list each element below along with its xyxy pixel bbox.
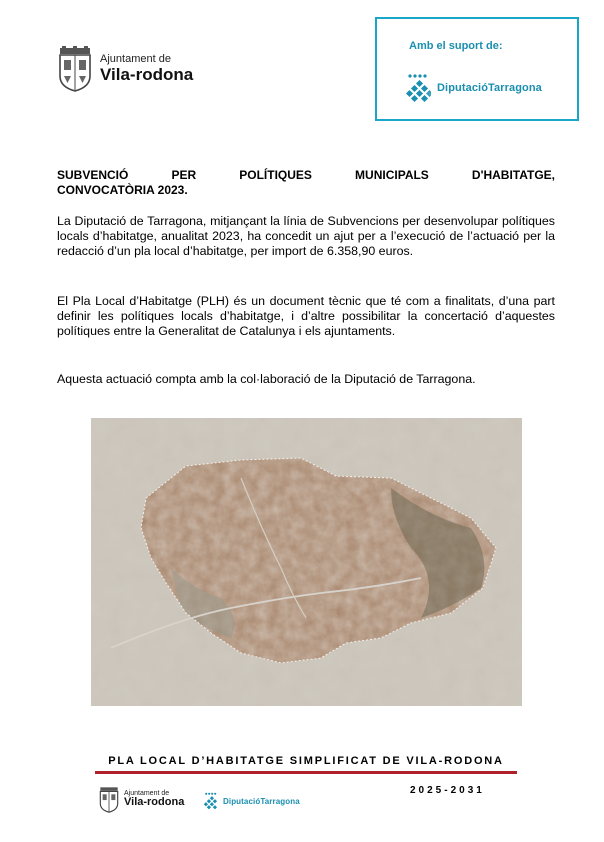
footer-ajuntament-name: Vila-rodona	[124, 796, 185, 809]
coat-of-arms-icon	[98, 786, 120, 813]
paragraph-collaboration: Aquesta actuació compta amb la col·laboració de la Diputació de Tarragona.	[57, 372, 476, 386]
coat-of-arms-icon	[56, 46, 94, 92]
ajuntament-logo	[56, 46, 193, 92]
diputacio-logo	[405, 73, 542, 103]
diputacio-name: DiputacióTarragona	[437, 82, 542, 94]
title-line-2: CONVOCATÒRIA 2023.	[57, 183, 188, 197]
document-title	[57, 168, 555, 198]
plan-years: 2025-2031	[410, 785, 485, 796]
diputacio-emblem-icon	[405, 73, 431, 103]
footer-ajuntament-small-text: Ajuntament de	[124, 790, 170, 798]
footer-divider	[95, 771, 517, 774]
plan-title: PLA LOCAL D’HABITATGE SIMPLIFICAT DE VILA-RODONA	[108, 755, 504, 767]
footer-ajuntament-logo	[98, 786, 184, 813]
title-line-1: SUBVENCIÓ PER POLÍTIQUES MUNICIPALS D'HABITATGE,	[57, 168, 555, 182]
ajuntament-name: Vila-rodona	[100, 64, 194, 84]
diputacio-emblem-icon	[203, 792, 219, 810]
paragraph-plh: El Pla Local d’Habitatge (PLH) és un document tècnic que té com a finalitats, d’una part definir les polítiques locals d’habitatge, i d’altre possibilitar la concertació d’aquestes polítiques entre la Generalitat de Catalunya i els ajuntaments.	[57, 294, 555, 338]
paragraph-grant: La Diputació de Tarragona, mitjançant la línia de Subvencions per desenvolupar polítiques locals d’habitatge, anualitat 2023, ha concedit un ajut per a l’execució de l’actuació per la redacció d’un pla local d’habitatge, per import de 6.358,90 euros.	[57, 214, 555, 258]
footer-diputacio-name: DiputacióTarragona	[223, 796, 300, 806]
footer-diputacio-logo	[203, 792, 300, 810]
support-box	[375, 17, 579, 121]
municipality-aerial-map	[91, 418, 522, 706]
ajuntament-small-text: Ajuntament de	[100, 53, 171, 66]
support-label: Amb el suport de:	[409, 40, 503, 52]
